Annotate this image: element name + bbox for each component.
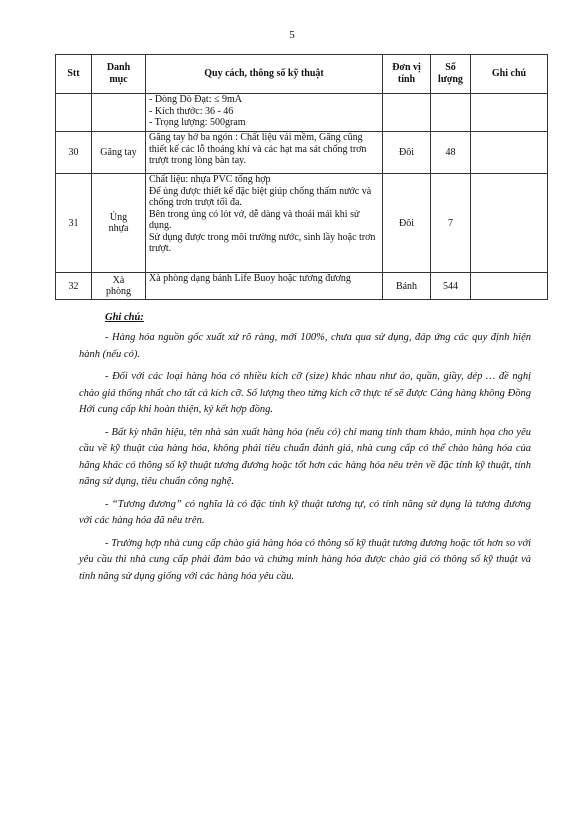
note-paragraph: - Đối với các loại hàng hóa có nhiều kích cỡ (size) khác nhau như áo, quần, giầy, dép … đề nghị chào giá thống nhất cho tất cả kích cỡ. Số lượng theo từng kích cỡ thực tế sẽ được Cảng hàng không Đồng Hới cung cấp khi hoàn thiện, ký kết hợp đồng. xyxy=(79,371,531,415)
cell-unit: Đôi xyxy=(383,174,431,273)
note-paragraph: - Hàng hóa nguồn gốc xuất xứ rõ ràng, mới 100%, chưa qua sử dụng, đáp ứng các quy định hiện hành (nếu có). xyxy=(79,332,531,360)
spec-line: Xà phòng dạng bánh Life Buoy hoặc tương đương xyxy=(149,273,351,284)
cell-stt: 30 xyxy=(56,132,92,174)
spec-line: Găng tay hở ba ngón : Chất liệu vải mềm, Găng cũng thiết kế các lỗ thoáng khí và các hạt ma sát chống trơn trượt trong lòng bàn tay. xyxy=(149,132,367,166)
header-don-vi-text: Đơn vị tính xyxy=(392,62,421,85)
cell-specs xyxy=(146,174,383,273)
cell-unit xyxy=(383,94,431,132)
header-stt: Stt xyxy=(56,55,92,94)
table-header-row xyxy=(56,55,548,94)
table-row xyxy=(56,132,548,174)
cell-item xyxy=(92,273,146,300)
table-row xyxy=(56,174,548,273)
cell-item-text: Xà phòng xyxy=(106,275,131,297)
cell-note xyxy=(471,94,548,132)
header-so-luong-text: Số lượng xyxy=(438,62,463,85)
cell-note xyxy=(471,174,548,273)
cell-specs xyxy=(146,94,383,132)
note-paragraph: - “Tương đương” có nghĩa là có đặc tính kỹ thuật tương tự, có tính năng sử dụng là tương đương với các hàng hóa đã nêu trên. xyxy=(79,498,531,526)
cell-stt xyxy=(56,94,92,132)
header-ghi-chu: Ghi chú xyxy=(471,55,548,94)
spec-line: - Trọng lượng: 500gram xyxy=(149,117,246,128)
note-paragraph: - Trường hợp nhà cung cấp chào giá hàng hóa có thông số kỹ thuật tương đương hoặc tốt hơn so với yêu cầu thì nhà cung cấp phải đảm bảo và chứng minh hàng hóa được chào giá có thông số kỹ thuật và tính năng sử dụng giống với các hàng hóa yêu cầu. xyxy=(79,537,531,582)
cell-qty: 544 xyxy=(431,273,471,300)
note-paragraph: - Bất kỳ nhãn hiệu, tên nhà sản xuất hàng hóa (nếu có) chỉ mang tính tham khảo, minh họa cho yêu cầu về kỹ thuật của hàng hóa, không phải tiêu chuẩn đánh giá, nhà cung cấp có thể chào hàng hóa của hãng khác có thông số kỹ thuật tương đương hoặc tốt hơn các hàng hóa nêu trên về đặc tính kỹ thuật, tính năng sử dụng, tiêu chuẩn công nghệ. xyxy=(79,426,531,487)
cell-qty xyxy=(431,94,471,132)
spec-line: Bên trong ủng có lót vớ, dễ dàng và thoải mái khi sử dụng. xyxy=(149,208,360,231)
spec-line: Chất liệu: nhựa PVC tổng hợp xyxy=(149,174,271,185)
header-so-luong xyxy=(431,55,471,94)
cell-item xyxy=(92,174,146,273)
cell-unit: Đôi xyxy=(383,132,431,174)
cell-qty: 7 xyxy=(431,174,471,273)
spec-line: - Dòng Dò Đạt: ≤ 9mA xyxy=(149,94,242,105)
cell-stt: 31 xyxy=(56,174,92,273)
page-number: 5 xyxy=(289,29,295,41)
cell-item xyxy=(92,94,146,132)
cell-note xyxy=(471,132,548,174)
specification-table xyxy=(55,54,548,300)
cell-note xyxy=(471,273,548,300)
cell-unit: Bánh xyxy=(383,273,431,300)
spec-line: Để ủng được thiết kế đặc biệt giúp chống thấm nước và chống trơn trượt tối đa. xyxy=(149,185,372,208)
notes-section xyxy=(79,312,531,591)
spec-line: - Kích thước: 36 - 46 xyxy=(149,105,234,117)
table-row xyxy=(56,273,548,300)
cell-item: Găng tay xyxy=(92,132,146,174)
spec-line: Sử dụng được trong môi trường nước, sình lầy hoặc trơn trượt. xyxy=(149,231,376,254)
header-danh-muc-text: Danh mục xyxy=(106,62,131,85)
header-quy-cach: Quy cách, thông số kỹ thuật xyxy=(146,55,383,94)
cell-qty: 48 xyxy=(431,132,471,174)
header-don-vi xyxy=(383,55,431,94)
notes-title: Ghi chú: xyxy=(105,312,144,323)
cell-specs xyxy=(146,132,383,174)
cell-stt: 32 xyxy=(56,273,92,300)
table-row xyxy=(56,94,548,132)
cell-item-text: Ủng nhựa xyxy=(108,212,129,234)
header-danh-muc xyxy=(92,55,146,94)
cell-specs xyxy=(146,273,383,300)
